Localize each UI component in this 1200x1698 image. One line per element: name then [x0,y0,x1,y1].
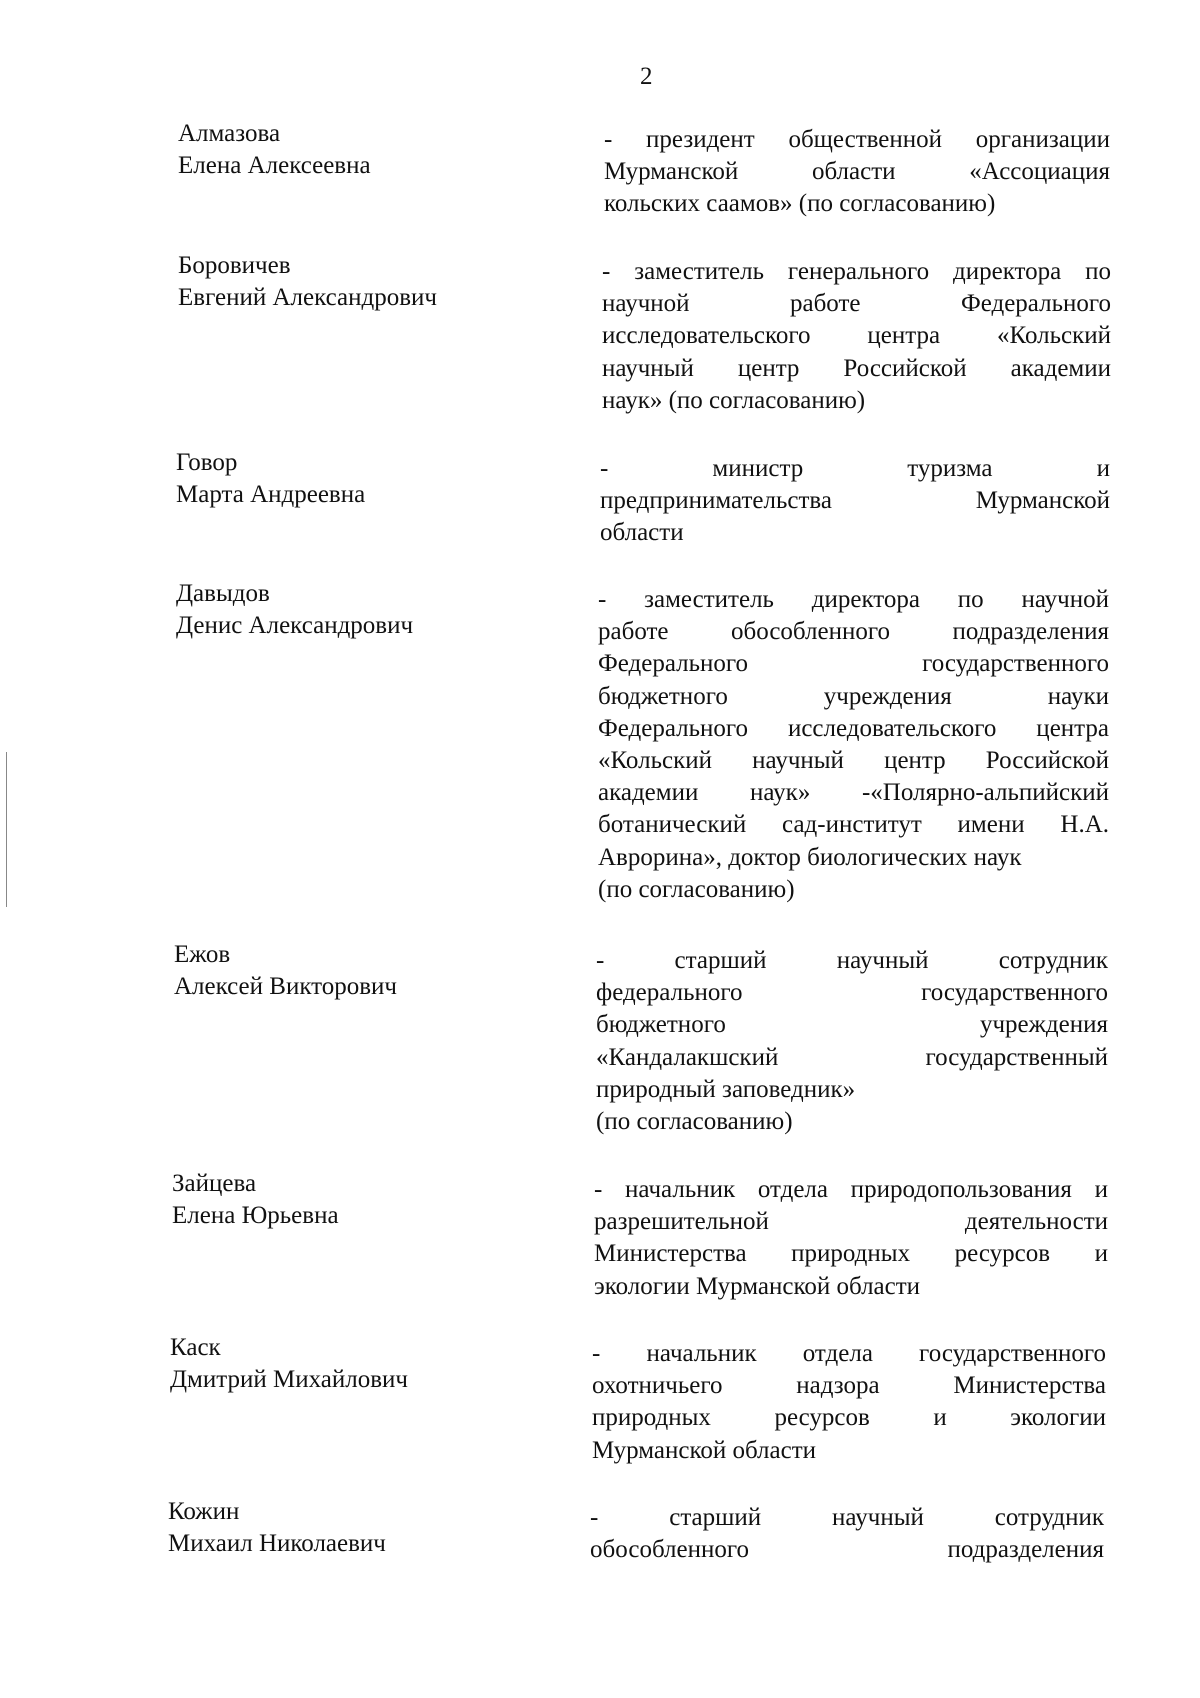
scan-margin-line [6,752,7,907]
member-given-names: Михаил Николаевич [168,1530,386,1557]
position-line: обособленного подразделения [590,1536,1104,1564]
position-line: природных ресурсов и экологии [592,1404,1106,1432]
member-name [178,118,371,182]
member-position [604,124,1110,221]
member-position [596,945,1108,1138]
member-surname: Говор [176,449,238,476]
position-line: исследовательского центра «Кольский [602,322,1111,350]
member-given-names: Евгений Александрович [178,284,437,311]
member-name [172,1168,339,1232]
member-surname: Кожин [168,1498,240,1525]
position-line: предпринимательства Мурманской [600,487,1110,515]
member-position [600,453,1110,550]
position-line: федерального государственного [596,979,1108,1007]
member-surname: Алмазова [178,120,281,147]
position-line: кольских саамов» (по согласованию) [604,190,996,218]
position-line: - заместитель директора по научной [598,586,1109,613]
member-given-names: Елена Юрьевна [172,1202,339,1229]
member-surname: Боровичев [178,252,291,279]
position-line: академии наук» -«Полярно-альпийский [598,779,1109,807]
position-line: научный центр Российской академии [602,354,1111,382]
position-line: - министр туризма и [600,455,1110,482]
position-line: бюджетного учреждения [596,1011,1108,1039]
position-line: Министерства природных ресурсов и [594,1240,1108,1268]
position-line: бюджетного учреждения науки [598,682,1109,710]
member-surname: Зайцева [172,1170,257,1197]
member-position [590,1502,1104,1566]
position-line: экологии Мурманской области [594,1272,921,1300]
position-line: (по согласованию) [598,875,795,903]
member-position [602,256,1111,417]
position-line: - старший научный сотрудник [590,1504,1104,1531]
position-line: Федерального исследовательского центра [598,714,1109,742]
member-name [170,1332,408,1396]
member-position [592,1338,1106,1467]
position-line: - заместитель генерального директора по [602,258,1111,285]
member-name [174,939,397,1003]
member-given-names: Алексей Викторович [174,973,397,1000]
position-line: Аврорина», доктор биологических наук [598,843,1022,871]
position-line: охотничьего надзора Министерства [592,1372,1106,1400]
member-given-names: Денис Александрович [176,612,414,639]
position-line: «Кандалакшский государственный [596,1043,1108,1071]
member-surname: Каск [170,1334,221,1361]
position-line: - начальник отдела природопользования и [594,1176,1108,1203]
page-number: 2 [640,63,653,90]
position-line: Мурманской области «Ассоциация [604,158,1110,186]
position-line: разрешительной деятельности [594,1208,1108,1236]
position-line: ботанический сад-институт имени Н.А. [598,811,1109,839]
position-line: природный заповедник» [596,1075,856,1103]
position-line: области [600,519,684,547]
member-name [176,447,365,511]
position-line: работе обособленного подразделения [598,618,1109,646]
position-line: (по согласованию) [596,1108,793,1136]
position-line: Федерального государственного [598,650,1109,678]
member-position [594,1174,1108,1303]
position-line: научной работе Федерального [602,290,1111,318]
member-surname: Давыдов [176,580,270,607]
position-line: - начальник отдела государственного [592,1340,1106,1367]
member-given-names: Марта Андреевна [176,481,366,508]
position-line: - президент общественной организации [604,126,1110,153]
position-line: «Кольский научный центр Российской [598,747,1109,775]
member-given-names: Дмитрий Михайлович [170,1366,408,1393]
member-name [176,578,413,642]
member-name [168,1496,386,1560]
position-line: Мурманской области [592,1436,817,1464]
position-line: - старший научный сотрудник [596,947,1108,974]
member-position [598,584,1109,906]
position-line: наук» (по согласованию) [602,386,866,414]
member-surname: Ежов [174,941,231,968]
member-given-names: Елена Алексеевна [178,152,371,179]
member-name [178,250,437,314]
